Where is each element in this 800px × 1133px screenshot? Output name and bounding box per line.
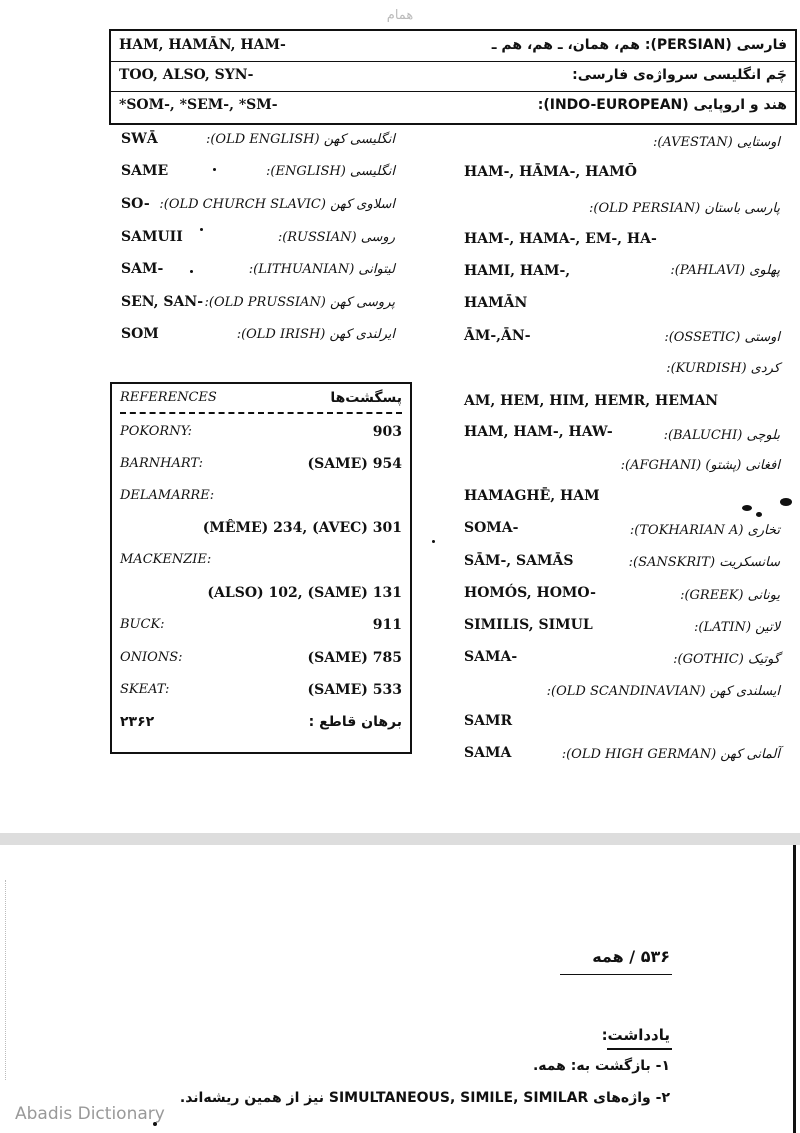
reference-value: (SAME) 785 bbox=[307, 650, 402, 666]
entry-language: اسلاوی کهن (OLD CHURCH SLAVIC): bbox=[159, 197, 395, 212]
reference-value: برهان قاطع : bbox=[308, 714, 402, 730]
entry-word: SAMR bbox=[464, 713, 513, 729]
entry-word: HAMAGHĒ, HAM bbox=[464, 488, 600, 504]
page-number: ۵۳۶ / همه bbox=[592, 947, 670, 966]
scan-speck bbox=[200, 228, 203, 231]
reference-source: MACKENZIE: bbox=[120, 552, 212, 567]
entry-language: گوتیک (GOTHIC): bbox=[673, 652, 780, 667]
reference-source: BARNHART: bbox=[120, 456, 203, 471]
entry-word: HAMĀN bbox=[464, 295, 528, 311]
reference-source: DELAMARRE: bbox=[120, 488, 215, 503]
header-row-left: TOO, ALSO, SYN- bbox=[119, 67, 254, 83]
references-box bbox=[110, 382, 412, 754]
scan-speck bbox=[780, 498, 792, 506]
entry-word: AM, HEM, HIM, HEMR, HEMAN bbox=[464, 393, 719, 409]
reference-row bbox=[112, 456, 410, 484]
reference-source: ONIONS: bbox=[120, 650, 183, 665]
entry-language: یونانی (GREEK): bbox=[680, 588, 780, 603]
header-row-indo-european bbox=[111, 91, 795, 121]
references-title-en: REFERENCES bbox=[120, 390, 217, 405]
header-row-left: *SOM-, *SEM-, *SM- bbox=[119, 97, 278, 113]
entry-language: کردی (KURDISH): bbox=[666, 361, 780, 376]
scan-speck bbox=[742, 505, 752, 511]
entry-language: انگلیسی کهن (OLD ENGLISH): bbox=[205, 132, 395, 147]
reference-value: (ALSO) 102, (SAME) 131 bbox=[207, 585, 402, 601]
reference-row bbox=[112, 424, 410, 452]
scan-speck bbox=[213, 168, 216, 171]
entry-language: لیتوانی (LITHUANIAN): bbox=[248, 262, 395, 277]
entry-word: SOMA- bbox=[464, 520, 519, 536]
page-edge-line bbox=[793, 845, 796, 1133]
header-row-english-meaning bbox=[111, 61, 795, 92]
entry-word: SAM- bbox=[121, 261, 164, 277]
references-title-fa: پسگشت‌ها bbox=[330, 390, 402, 406]
references-divider bbox=[120, 412, 402, 414]
header-row-right: هند و اروپایی (INDO-EUROPEAN): bbox=[537, 97, 787, 113]
entry-language: پارسی باستان (OLD PERSIAN): bbox=[589, 201, 780, 216]
entry-language: بلوچی (BALUCHI): bbox=[663, 428, 780, 443]
reference-source: BUCK: bbox=[120, 617, 165, 632]
header-table bbox=[109, 29, 797, 125]
entry-language: سانسکریت (SANSKRIT): bbox=[628, 555, 780, 570]
entry-language: لاتین (LATIN): bbox=[693, 620, 780, 635]
entry-word: HAMI, HAM-, bbox=[464, 263, 571, 279]
entry-language: ایرلندی کهن (OLD IRISH): bbox=[236, 327, 395, 342]
reference-value: 903 bbox=[372, 424, 402, 440]
reference-source: ۲۳۶۲ bbox=[120, 714, 155, 730]
scan-speck bbox=[432, 540, 435, 543]
reference-value: (SAME) 533 bbox=[307, 682, 402, 698]
entry-language: افغانی (پشتو) (AFGHANI): bbox=[620, 458, 780, 473]
entry-word: SEN, SAN- bbox=[121, 294, 204, 310]
page-top-word: همام bbox=[386, 8, 414, 23]
entry-word: SAMA bbox=[464, 745, 512, 761]
entry-language: پروسی کهن (OLD PRUSSIAN): bbox=[204, 295, 395, 310]
entry-word: SOM bbox=[121, 326, 159, 342]
entry-word: SAME bbox=[121, 163, 169, 179]
notes-underline bbox=[607, 1048, 672, 1050]
scan-speck bbox=[756, 512, 762, 517]
reference-row bbox=[112, 520, 410, 548]
entry-language: تخاری (TOKHARIAN A): bbox=[629, 523, 780, 538]
entry-word: SAMA- bbox=[464, 649, 518, 665]
reference-row bbox=[112, 585, 410, 613]
note-item: ۲- واژه‌های SIMULTANEOUS, SIMILE, SIMILAR نیز از همین ریشه‌اند. bbox=[179, 1090, 670, 1106]
scan-speck bbox=[190, 270, 193, 273]
entry-language: پهلوی (PAHLAVI): bbox=[670, 263, 780, 278]
entry-word: SIMILIS, SIMUL bbox=[464, 617, 593, 633]
page-separator bbox=[0, 833, 800, 845]
entry-word: ĀM-,ĀN- bbox=[464, 328, 531, 344]
entry-word: SAMUII bbox=[121, 229, 183, 245]
entry-language: آلمانی کهن (OLD HIGH GERMAN): bbox=[561, 747, 780, 762]
reference-row bbox=[112, 552, 410, 580]
notes-title: یادداشت: bbox=[601, 1026, 670, 1044]
reference-value: (MÊME) 234, (AVEC) 301 bbox=[202, 520, 402, 536]
entry-word: SWĀ bbox=[121, 131, 158, 147]
entry-word: SO- bbox=[121, 196, 150, 212]
header-row-right: فارسی (PERSIAN): هم، همان، ـ هم، هم ـ bbox=[491, 37, 787, 53]
entry-word: HAM-, HAMA-, EM-, HA- bbox=[464, 231, 657, 247]
entry-word: SĀM-, SAMĀS bbox=[464, 553, 574, 569]
reference-source: POKORNY: bbox=[120, 424, 192, 439]
reference-source: SKEAT: bbox=[120, 682, 170, 697]
entry-language: اوستایی (AVESTAN): bbox=[652, 135, 780, 150]
entry-language: روسی (RUSSIAN): bbox=[277, 230, 395, 245]
reference-value: 911 bbox=[372, 617, 402, 633]
entry-word: HOMÓS, HOMO- bbox=[464, 585, 596, 601]
page-number-underline bbox=[560, 974, 672, 975]
entry-language: انگلیسی (ENGLISH): bbox=[266, 164, 395, 179]
reference-row bbox=[112, 650, 410, 678]
header-row-left: HAM, HAMĀN, HAM- bbox=[119, 37, 286, 53]
reference-row bbox=[112, 488, 410, 516]
reference-row bbox=[112, 714, 410, 742]
header-row-persian bbox=[111, 31, 795, 62]
entry-word: HAM-, HĀMA-, HAMŌ bbox=[464, 164, 637, 180]
header-row-right: چَم انگلیسی سرواژه‌ی فارسی: bbox=[572, 67, 787, 83]
watermark: Abadis Dictionary bbox=[15, 1104, 165, 1124]
reference-row bbox=[112, 682, 410, 710]
note-item: ۱- بازگشت به: همه. bbox=[532, 1058, 670, 1074]
reference-row bbox=[112, 617, 410, 645]
page-edge-dots bbox=[5, 880, 6, 1080]
reference-value: (SAME) 954 bbox=[307, 456, 402, 472]
entry-language: اوستی (OSSETIC): bbox=[664, 330, 780, 345]
entry-word: HAM, HAM-, HAW- bbox=[464, 424, 613, 440]
entry-language: ایسلندی کهن (OLD SCANDINAVIAN): bbox=[546, 684, 780, 699]
